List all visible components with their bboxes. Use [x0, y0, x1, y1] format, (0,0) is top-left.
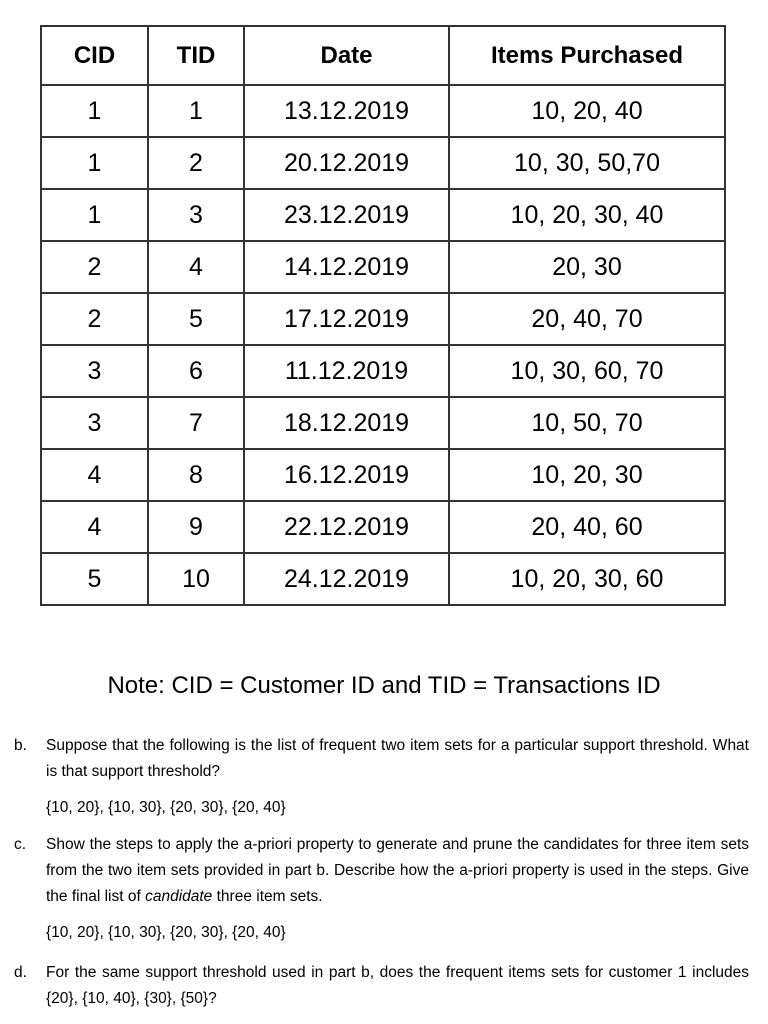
cell-cid: 1	[41, 137, 148, 189]
cell-tid: 10	[148, 553, 244, 605]
cell-cid: 2	[41, 241, 148, 293]
table-note: Note: CID = Customer ID and TID = Transactions ID	[107, 672, 661, 699]
question-d-text: For the same support threshold used in part b, does the frequent items sets for customer 1 includes {20}, {10, 40}, {30}, {50}?	[46, 964, 749, 1007]
cell-tid: 3	[148, 189, 244, 241]
cell-date: 24.12.2019	[244, 553, 449, 605]
transactions-table	[40, 25, 726, 606]
question-b-text: Suppose that the following is the list of frequent two item sets for a particular support threshold. What is that support threshold?	[46, 737, 749, 780]
table-row	[41, 189, 725, 241]
cell-items: 10, 20, 40	[449, 85, 725, 137]
cell-date: 23.12.2019	[244, 189, 449, 241]
table-row	[41, 85, 725, 137]
table-row	[41, 553, 725, 605]
table-row	[41, 293, 725, 345]
question-c-text-after: three item sets.	[212, 888, 323, 905]
cell-tid: 1	[148, 85, 244, 137]
cell-tid: 8	[148, 449, 244, 501]
table-row	[41, 241, 725, 293]
cell-date: 18.12.2019	[244, 397, 449, 449]
table-row	[41, 449, 725, 501]
cell-cid: 1	[41, 85, 148, 137]
question-c-text-emphasis: candidate	[145, 888, 213, 905]
cell-date: 11.12.2019	[244, 345, 449, 397]
header-cid: CID	[41, 26, 148, 85]
question-c-text	[46, 832, 749, 910]
cell-items: 10, 30, 50,70	[449, 137, 725, 189]
cell-items: 10, 50, 70	[449, 397, 725, 449]
cell-tid: 7	[148, 397, 244, 449]
question-c-text-before: Show the steps to apply the a-priori property to generate and prune the candidates for three item sets from the two item sets provided in part b. Describe how the a-priori property is used in the steps. Give the final list of	[46, 836, 749, 905]
cell-items: 20, 40, 60	[449, 501, 725, 553]
cell-cid: 5	[41, 553, 148, 605]
cell-cid: 4	[41, 449, 148, 501]
cell-items: 20, 30	[449, 241, 725, 293]
header-items-purchased: Items Purchased	[449, 26, 725, 85]
question-b-sets: {10, 20}, {10, 30}, {20, 30}, {20, 40}	[46, 799, 286, 816]
cell-items: 10, 20, 30	[449, 449, 725, 501]
cell-date: 13.12.2019	[244, 85, 449, 137]
cell-cid: 1	[41, 189, 148, 241]
question-d	[14, 960, 749, 1012]
table-row	[41, 345, 725, 397]
question-c	[14, 832, 749, 946]
cell-cid: 2	[41, 293, 148, 345]
cell-date: 16.12.2019	[244, 449, 449, 501]
header-tid: TID	[148, 26, 244, 85]
cell-tid: 4	[148, 241, 244, 293]
cell-date: 20.12.2019	[244, 137, 449, 189]
cell-date: 22.12.2019	[244, 501, 449, 553]
cell-items: 10, 20, 30, 40	[449, 189, 725, 241]
table-row	[41, 501, 725, 553]
question-c-label: c.	[14, 836, 27, 853]
question-b	[14, 733, 749, 821]
cell-tid: 2	[148, 137, 244, 189]
question-b-label: b.	[14, 737, 27, 754]
cell-cid: 4	[41, 501, 148, 553]
table-row	[41, 397, 725, 449]
cell-date: 14.12.2019	[244, 241, 449, 293]
cell-items: 10, 20, 30, 60	[449, 553, 725, 605]
header-date: Date	[244, 26, 449, 85]
question-d-label: d.	[14, 964, 27, 981]
cell-items: 20, 40, 70	[449, 293, 725, 345]
cell-tid: 9	[148, 501, 244, 553]
cell-date: 17.12.2019	[244, 293, 449, 345]
cell-cid: 3	[41, 345, 148, 397]
table-row	[41, 137, 725, 189]
cell-items: 10, 30, 60, 70	[449, 345, 725, 397]
cell-cid: 3	[41, 397, 148, 449]
question-c-sets: {10, 20}, {10, 30}, {20, 30}, {20, 40}	[46, 924, 286, 941]
table-header-row	[41, 26, 725, 85]
cell-tid: 5	[148, 293, 244, 345]
cell-tid: 6	[148, 345, 244, 397]
